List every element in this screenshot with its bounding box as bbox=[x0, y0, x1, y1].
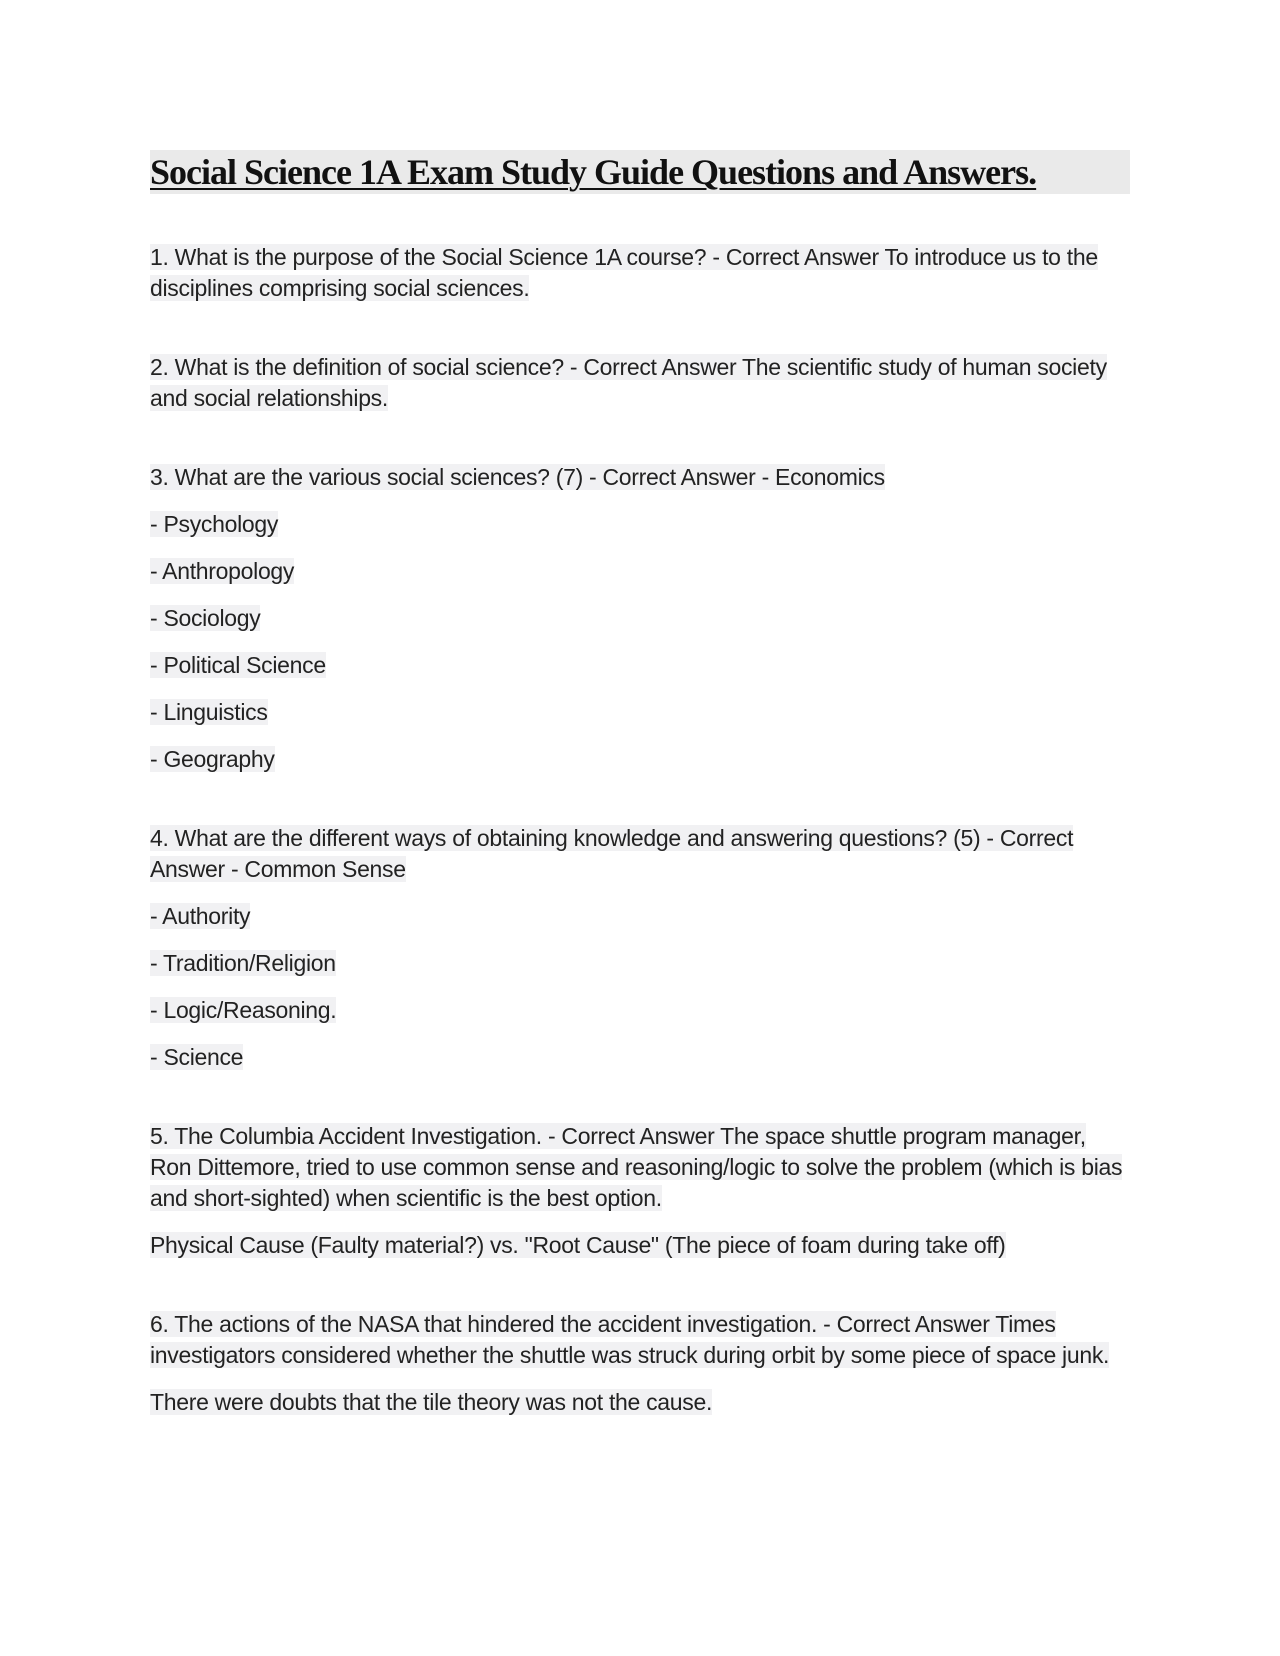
question-5-text bbox=[150, 1121, 1130, 1214]
question-4-item-3: - Science bbox=[150, 1044, 244, 1070]
question-6 bbox=[150, 1309, 1130, 1418]
question-6-text bbox=[150, 1309, 1130, 1371]
question-4-list-item bbox=[150, 995, 1130, 1026]
question-2-text-span: 2. What is the definition of social science? - Correct Answer The scientific study of human society and social relationships. bbox=[150, 354, 1107, 411]
question-3-list-item bbox=[150, 744, 1130, 775]
question-6-text-span: 6. The actions of the NASA that hindered the accident investigation. - Correct Answer Times investigators considered whether the shuttle was struck during orbit by some piece of space junk. bbox=[150, 1311, 1110, 1368]
question-6-extra bbox=[150, 1387, 1130, 1418]
question-3-item-3: - Political Science bbox=[150, 652, 326, 678]
question-5-extra bbox=[150, 1230, 1130, 1261]
question-4-item-0: - Authority bbox=[150, 903, 251, 929]
question-4-text bbox=[150, 823, 1130, 885]
question-3-list-item bbox=[150, 697, 1130, 728]
question-3-item-5: - Geography bbox=[150, 746, 275, 772]
question-1 bbox=[150, 242, 1130, 304]
question-1-text bbox=[150, 242, 1130, 304]
question-4-item-2: - Logic/Reasoning. bbox=[150, 997, 337, 1023]
question-5-text-span: 5. The Columbia Accident Investigation. - Correct Answer The space shuttle program manager, Ron Dittemore, tried to use common sense and reasoning/logic to solve the problem (which is bias and short-sighted) when scientific is the best option. bbox=[150, 1123, 1123, 1211]
question-3-list-item bbox=[150, 650, 1130, 681]
question-3-item-0: - Psychology bbox=[150, 511, 279, 537]
question-3-item-1: - Anthropology bbox=[150, 558, 295, 584]
question-3-item-2: - Sociology bbox=[150, 605, 261, 631]
question-4-item-1: - Tradition/Religion bbox=[150, 950, 336, 976]
question-2 bbox=[150, 352, 1130, 414]
question-4-list-item bbox=[150, 948, 1130, 979]
question-4-list-item bbox=[150, 1042, 1130, 1073]
question-4-list-item bbox=[150, 901, 1130, 932]
title-bar bbox=[150, 150, 1130, 194]
question-3-list-item bbox=[150, 509, 1130, 540]
question-3 bbox=[150, 462, 1130, 775]
question-3-text bbox=[150, 462, 1130, 493]
question-4 bbox=[150, 823, 1130, 1073]
question-3-text-span: 3. What are the various social sciences? (7) - Correct Answer - Economics bbox=[150, 464, 885, 490]
question-6-extra-span: There were doubts that the tile theory was not the cause. bbox=[150, 1389, 713, 1415]
question-4-text-span: 4. What are the different ways of obtaining knowledge and answering questions? (5) - Correct Answer - Common Sense bbox=[150, 825, 1074, 882]
question-3-item-4: - Linguistics bbox=[150, 699, 268, 725]
question-5-extra-span: Physical Cause (Faulty material?) vs. "Root Cause" (The piece of foam during take off) bbox=[150, 1232, 1006, 1258]
question-3-list-item bbox=[150, 603, 1130, 634]
document-page bbox=[150, 150, 1130, 1418]
document-title: Social Science 1A Exam Study Guide Questions and Answers. bbox=[150, 152, 1037, 192]
question-5 bbox=[150, 1121, 1130, 1261]
question-3-list-item bbox=[150, 556, 1130, 587]
question-1-text-span: 1. What is the purpose of the Social Science 1A course? - Correct Answer To introduce us to the disciplines comprising social sciences. bbox=[150, 244, 1098, 301]
question-2-text bbox=[150, 352, 1130, 414]
